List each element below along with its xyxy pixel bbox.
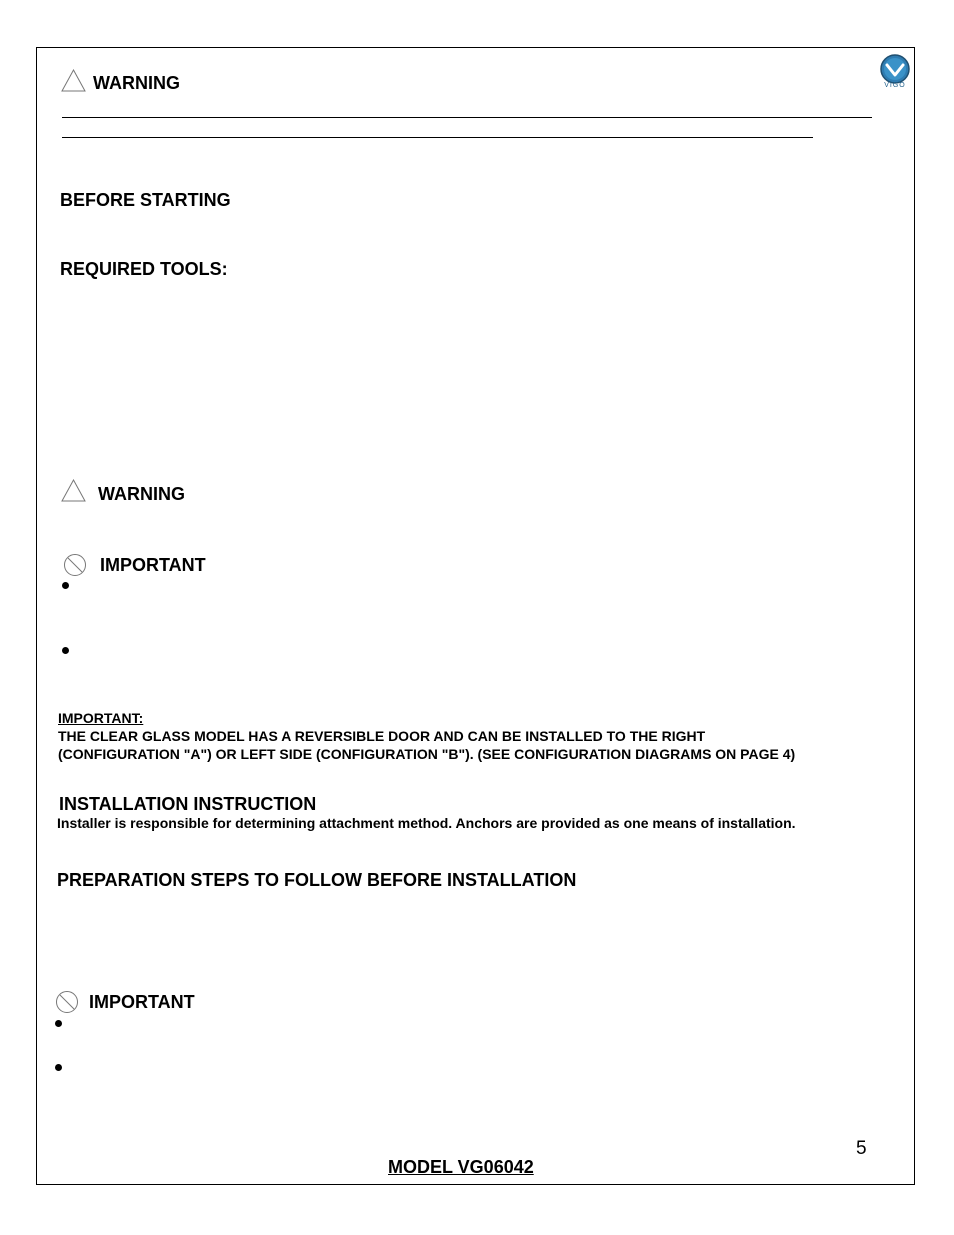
important-note-line-1: THE CLEAR GLASS MODEL HAS A REVERSIBLE DOOR AND CAN BE INSTALLED TO THE RIGHT [58,728,706,744]
bullet [55,1064,62,1071]
logo-text: VIGO [884,82,906,89]
installation-heading: INSTALLATION INSTRUCTION [59,794,317,814]
important-note-line-2: (CONFIGURATION "A") OR LEFT SIDE (CONFIGURATION "B"). (SEE CONFIGURATION DIAGRAMS ON PAGE 4) [58,746,796,762]
important-note-label: IMPORTANT: [58,710,144,726]
prohibition-icon [63,553,87,577]
preparation-heading: PREPARATION STEPS TO FOLLOW BEFORE INSTALLATION [57,870,577,890]
divider [62,117,872,118]
warning-mid-label: WARNING [98,484,185,504]
installation-text: Installer is responsible for determining attachment method. Anchors are provided as one means of installation. [57,815,796,831]
page-number: 5 [856,1138,867,1159]
important-2-label: IMPORTANT [89,992,195,1012]
bullet [62,647,69,654]
required-tools-heading: REQUIRED TOOLS: [60,259,228,279]
warning-top-label: WARNING [93,73,180,93]
before-starting-heading: BEFORE STARTING [60,190,231,210]
warning-triangle-icon [61,69,86,92]
model-label: MODEL VG06042 [388,1157,534,1177]
prohibition-icon [55,990,79,1014]
important-1-label: IMPORTANT [100,555,206,575]
divider [62,137,813,138]
vigo-logo [876,53,914,93]
warning-triangle-icon [61,479,86,502]
bullet [55,1020,62,1027]
page-frame [36,47,915,1185]
bullet [62,582,69,589]
